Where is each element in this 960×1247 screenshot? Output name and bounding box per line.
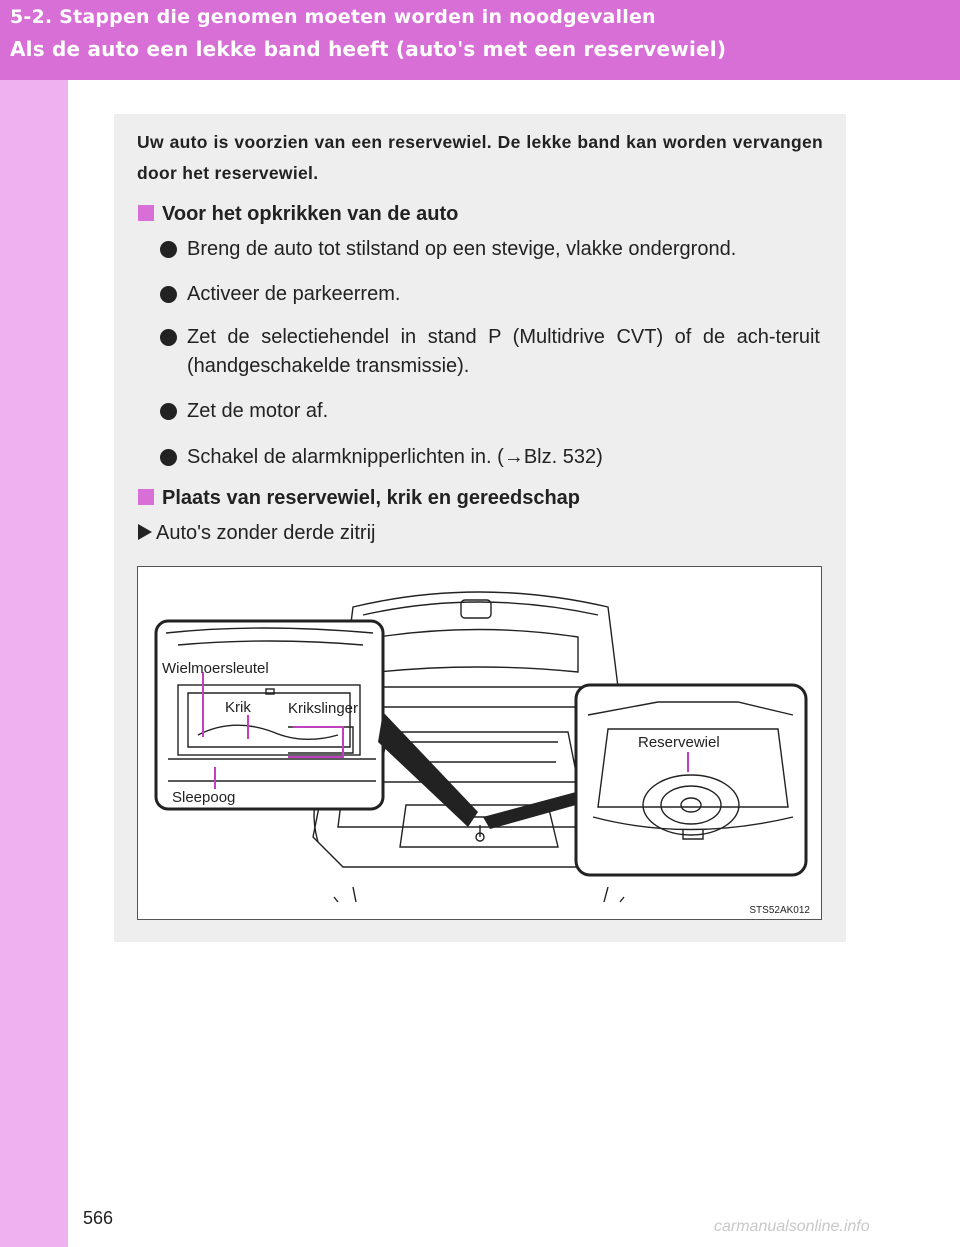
inset-pointer-right <box>483 792 576 829</box>
subheading <box>138 522 375 545</box>
section-heading-text: Plaats van reservewiel, krik en gereedschap <box>162 487 581 509</box>
list-item-text: Zet de selectiehendel in stand P (Multidrive CVT) of de ach-teruit (handgeschakelde transmissie). <box>187 326 820 377</box>
figure-code: STS52AK012 <box>749 905 810 916</box>
list-item <box>160 443 820 472</box>
bullet-dot-icon <box>160 329 177 346</box>
triangle-bullet-icon <box>138 524 152 540</box>
label-krik: Krik <box>225 699 251 716</box>
section-heading-text: Voor het opkrikken van de auto <box>162 203 459 225</box>
bullet-dot-icon <box>160 449 177 466</box>
list-item-text: Zet de motor af. <box>187 400 329 422</box>
watermark: carmanualsonline.info <box>714 1218 870 1235</box>
label-sleepoog: Sleepoog <box>172 789 236 806</box>
car-trunk-illustration <box>138 567 821 919</box>
bullet-dot-icon <box>160 286 177 303</box>
illustration <box>137 566 822 920</box>
page-number: 566 <box>83 1208 114 1228</box>
square-bullet-icon <box>138 489 154 505</box>
list-item <box>160 235 820 264</box>
square-bullet-icon <box>138 205 154 221</box>
list-item <box>160 397 820 426</box>
label-reservewiel: Reservewiel <box>638 734 720 751</box>
list-item <box>160 280 820 309</box>
tire-inset <box>576 685 806 875</box>
section-title: 5-2. Stappen die genomen moeten worden in noodgevallen <box>10 6 656 28</box>
page-title: Als de auto een lekke band heeft (auto's met een reservewiel) <box>10 37 727 61</box>
label-wielmoersleutel: Wielmoersleutel <box>162 660 269 677</box>
page-header <box>0 0 960 80</box>
list-item-text: Activeer de parkeerrem. <box>187 283 401 305</box>
list-item-text: Schakel de alarmknipperlichten in. (→Blz. 532) <box>187 446 603 468</box>
bullet-dot-icon <box>160 403 177 420</box>
section-heading-location <box>138 487 580 510</box>
inset-pointer-left <box>378 712 478 827</box>
bullet-dot-icon <box>160 241 177 258</box>
label-krikslinger: Krikslinger <box>288 700 359 717</box>
list-item <box>160 323 820 381</box>
list-item-text: Breng de auto tot stilstand op een stevige, vlakke ondergrond. <box>187 238 737 260</box>
section-heading-jacking <box>138 203 458 226</box>
side-strip <box>0 0 68 1247</box>
intro-text: Uw auto is voorzien van een reservewiel. De lekke band kan worden vervangen door het reservewiel. <box>137 132 823 183</box>
subheading-text: Auto's zonder derde zitrij <box>156 522 376 544</box>
